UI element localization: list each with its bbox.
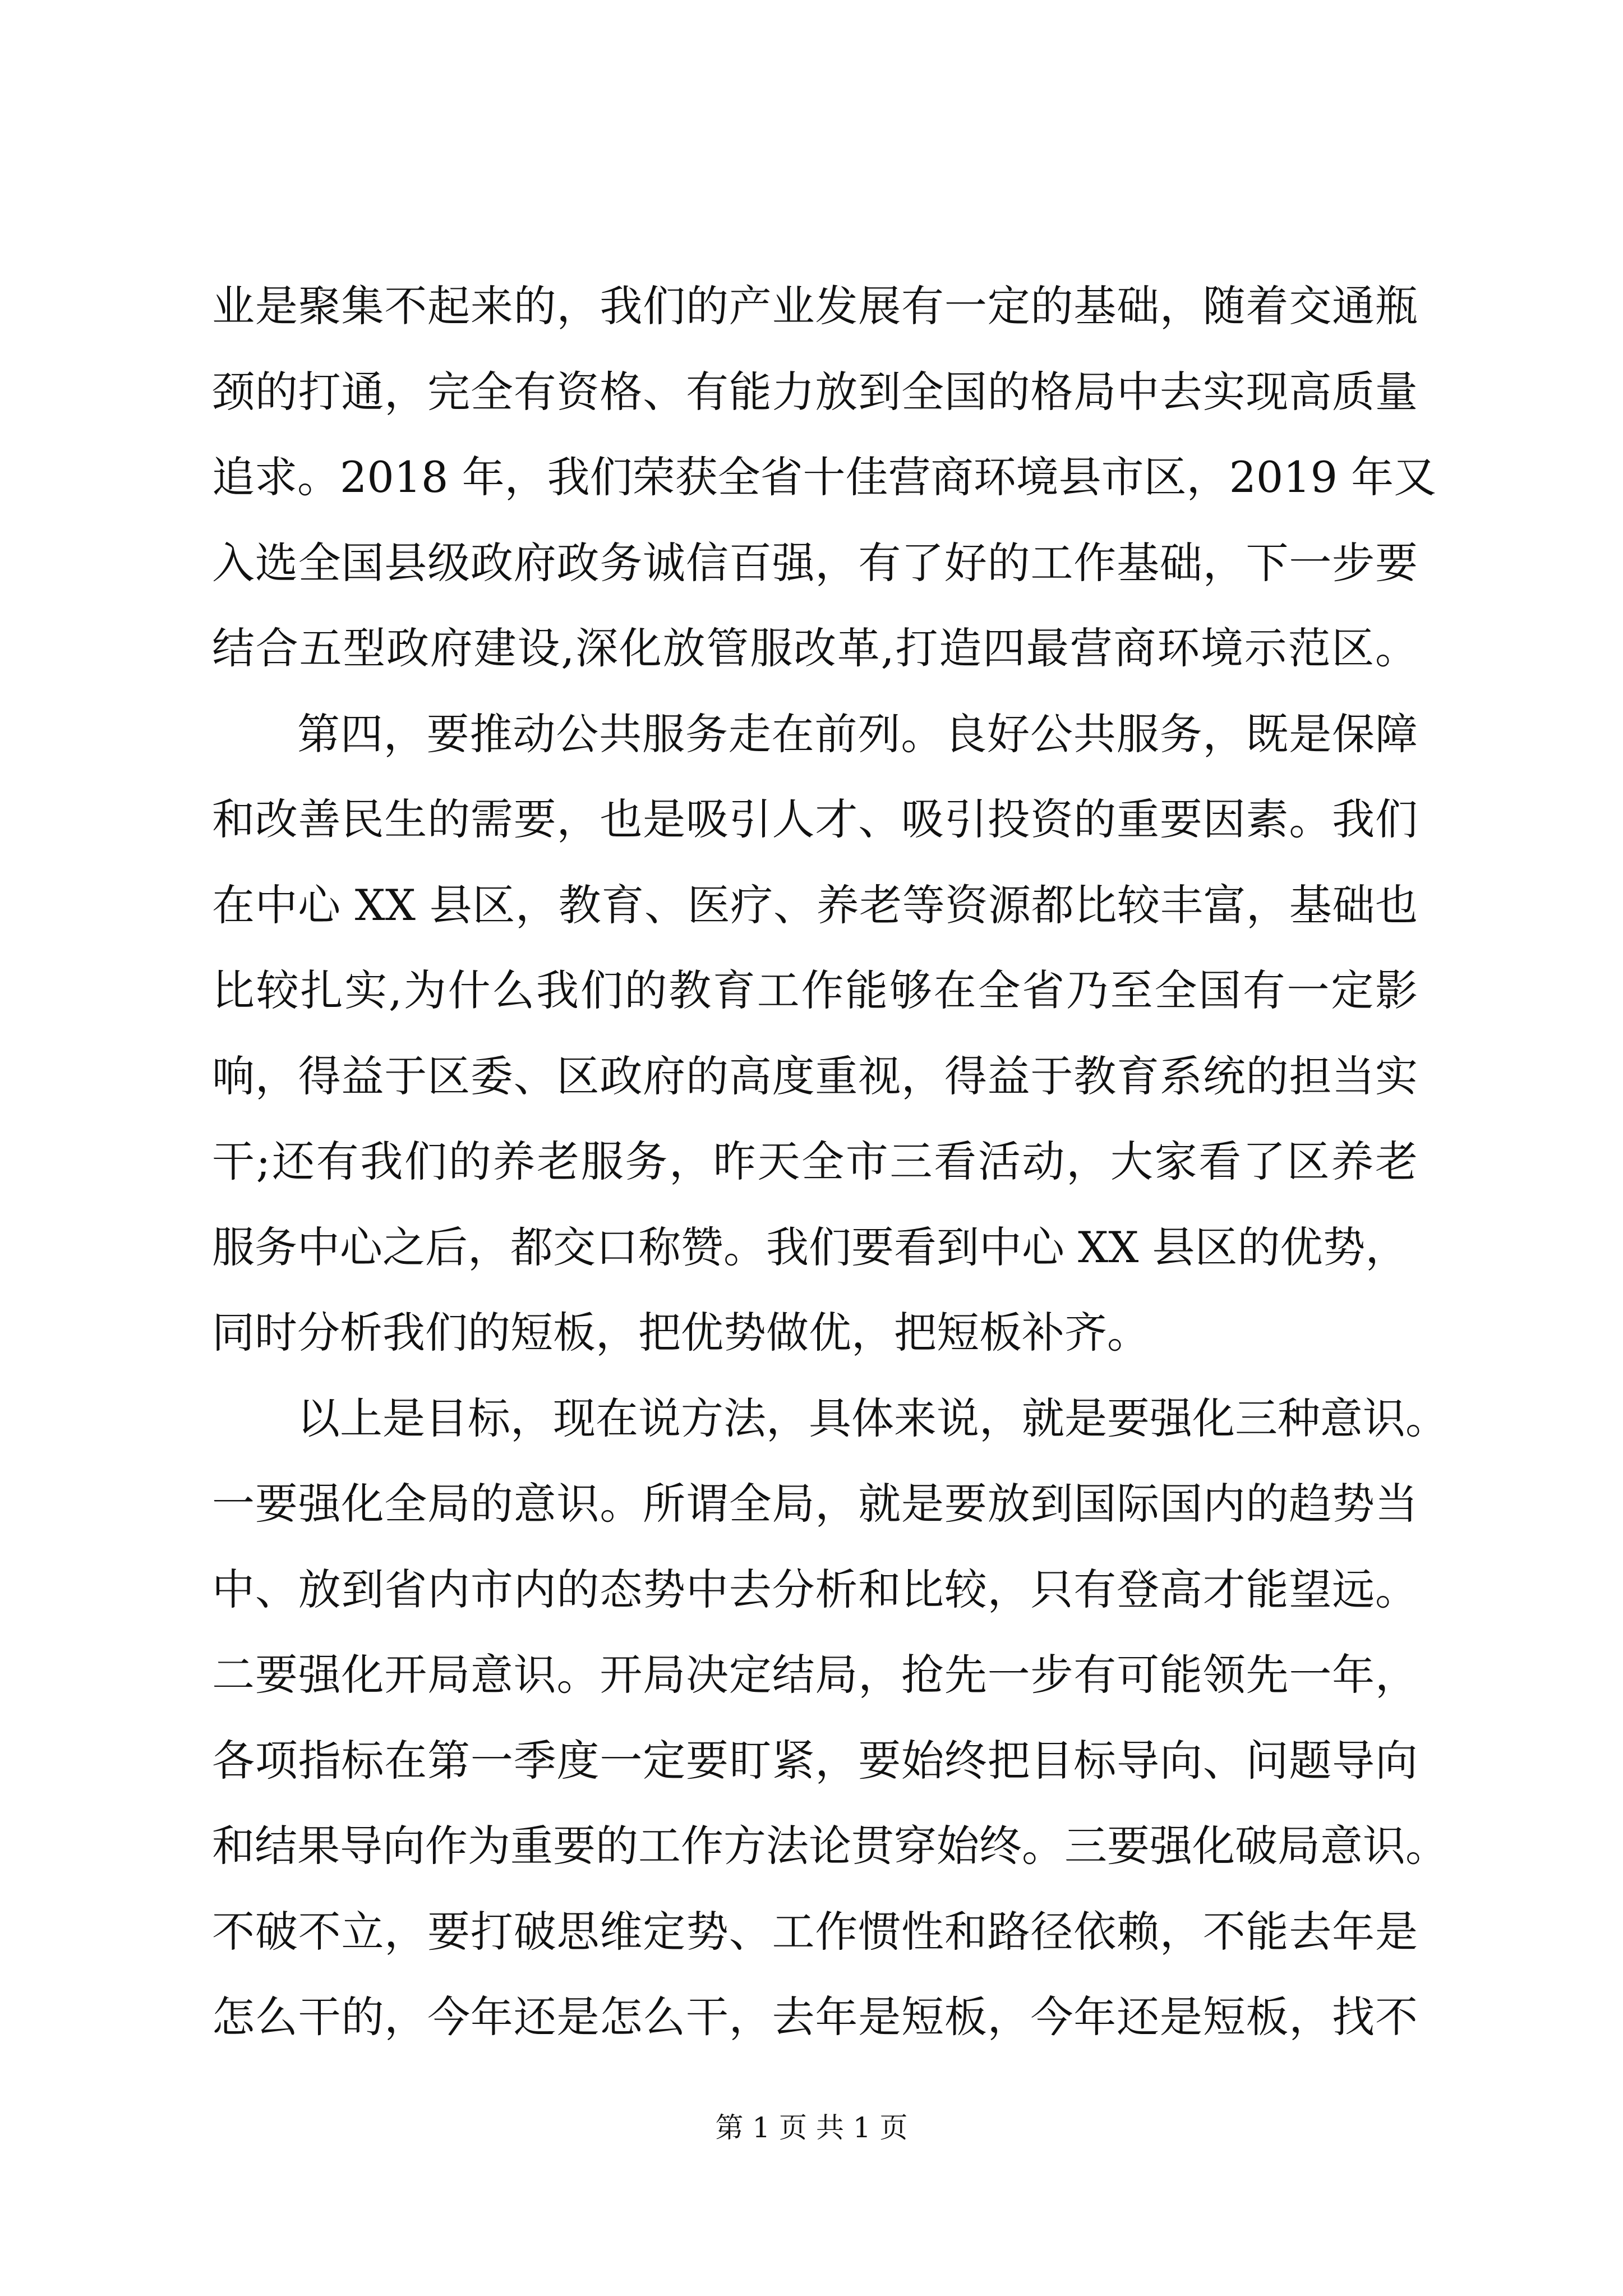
text-line: 怎么干的，今年还是怎么干，去年是短板，今年还是短板，找不 (212, 1992, 1418, 2042)
text-line: 在中心 XX 县区，教育、医疗、养老等资源都比较丰富，基础也 (212, 880, 1418, 930)
text-line: 和改善民生的需要，也是吸引人才、吸引投资的重要因素。我们 (212, 794, 1418, 844)
page-footer: 第 1 页 共 1 页 (715, 2111, 908, 2144)
text-line: 二要强化开局意识。开局决定结局，抢先一步有可能领先一年， (212, 1650, 1418, 1700)
text-line: 颈的打通，完全有资格、有能力放到全国的格局中去实现高质量 (212, 366, 1418, 417)
document-body (212, 264, 1448, 2060)
text-line: 各项指标在第一季度一定要盯紧，要始终把目标导向、问题导向 (212, 1735, 1418, 1786)
text-line: 追求。2018 年，我们荣获全省十佳营商环境县市区，2019 年又 (212, 452, 1437, 502)
text-line: 同时分析我们的短板，把优势做优，把短板补齐。 (212, 1308, 1150, 1358)
text-line: 和结果导向作为重要的工作方法论贯穿始终。三要强化破局意识。 (212, 1821, 1448, 1871)
text-line: 服务中心之后，都交口称赞。我们要看到中心 XX 县区的优势， (212, 1222, 1408, 1272)
text-line: 比较扎实,为什么我们的教育工作能够在全省乃至全国有一定影 (212, 965, 1418, 1015)
text-line: 第四，要推动公共服务走在前列。良好公共服务，既是保障 (297, 708, 1418, 759)
text-line: 入选全国县级政府政务诚信百强，有了好的工作基础，下一步要 (212, 537, 1418, 588)
text-line: 干;还有我们的养老服务，昨天全市三看活动，大家看了区养老 (212, 1137, 1418, 1186)
text-line: 响，得益于区委、区政府的高度重视，得益于教育系统的担当实 (212, 1051, 1418, 1101)
text-line: 业是聚集不起来的，我们的产业发展有一定的基础，随着交通瓶 (212, 281, 1418, 331)
text-line: 不破不立，要打破思维定势、工作惯性和路径依赖，不能去年是 (212, 1906, 1418, 1957)
text-line: 中、放到省内市内的态势中去分析和比较，只有登高才能望远。 (212, 1564, 1418, 1614)
text-line: 以上是目标，现在说方法，具体来说，就是要强化三种意识。 (297, 1393, 1448, 1443)
text-line: 一要强化全局的意识。所谓全局，就是要放到国际国内的趋势当 (212, 1479, 1418, 1529)
text-line: 结合五型政府建设,深化放管服改革,打造四最营商环境示范区。 (212, 623, 1418, 673)
